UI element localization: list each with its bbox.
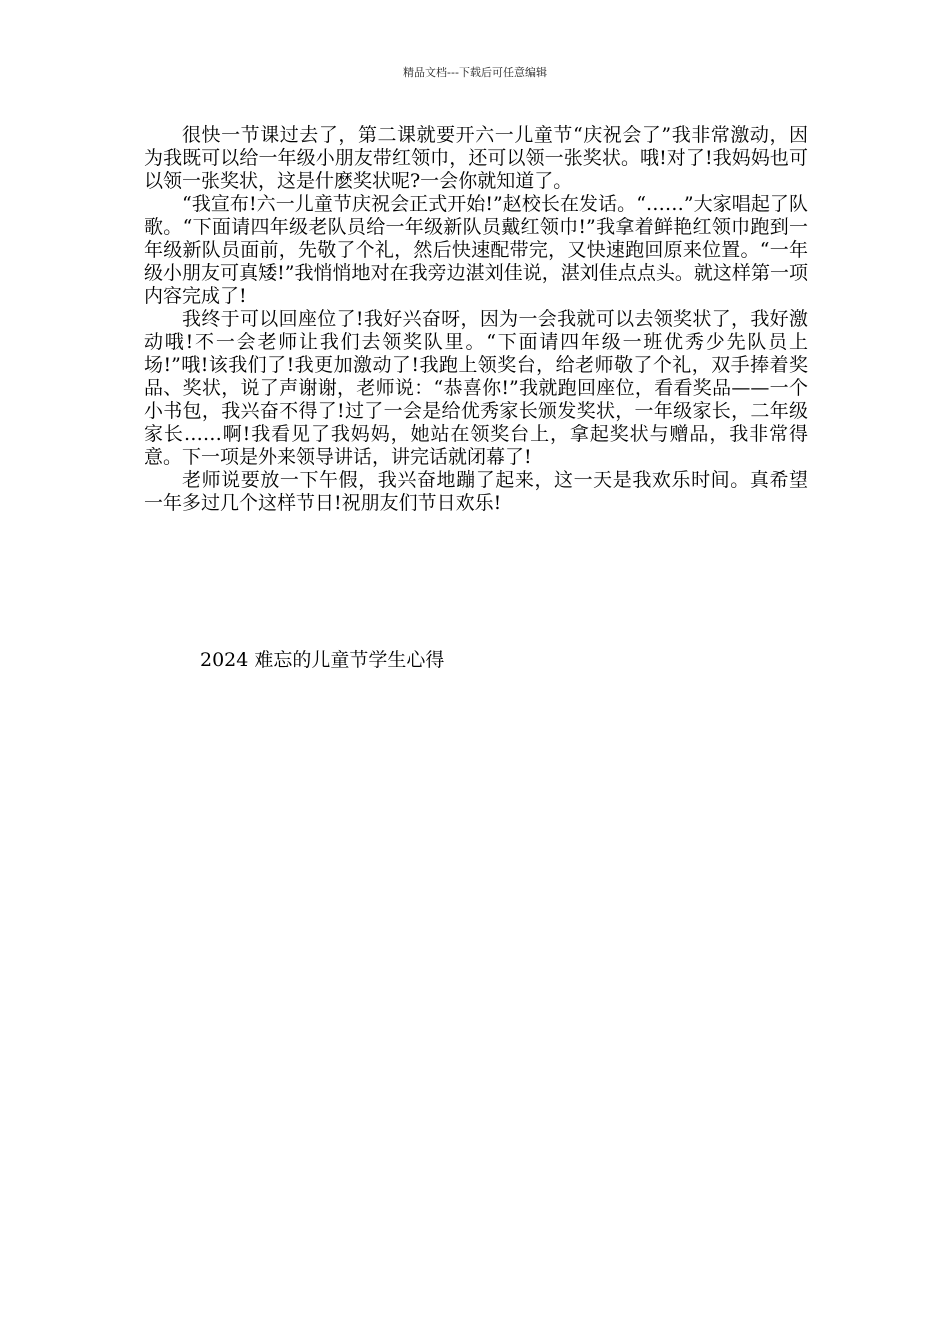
paragraph: 我终于可以回座位了!我好兴奋呀，因为一会我就可以去领奖状了，我好激动哦!不一会老师让我们去领奖队里。“下面请四年级一班优秀少先队员上场!”哦!该我们了!我更加激动了!我跑上领奖台，给老师敬了个礼，双手捧着奖品、奖状，说了声谢谢，老师说：“恭喜你!”我就跑回座位，看看奖品——一个小书包，我兴奋不得了!过了一会是给优秀家长颁发奖状，一年级家长，二年级家长……啊!我看见了我妈妈，她站在领奖台上，拿起奖状与赠品，我非常得意。下一项是外来领导讲话，讲完话就闭幕了!: [144, 308, 808, 468]
paragraph: 很快一节课过去了，第二课就要开六一儿童节“庆祝会了”我非常激动，因为我既可以给一年级小朋友带红领巾，还可以领一张奖状。哦!对了!我妈妈也可以领一张奖状，这是什麽奖状呢?一会你就知道了。: [144, 124, 808, 192]
article-body: [144, 124, 808, 515]
next-article-title: 2024 难忘的儿童节学生心得: [200, 649, 445, 671]
paragraph: “我宣布!六一儿童节庆祝会正式开始!”赵校长在发话。“……”大家唱起了队歌。“下面请四年级老队员给一年级新队员戴红领巾!”我拿着鲜艳红领巾跑到一年级新队员面前，先敬了个礼，然后快速配带完，又快速跑回原来位置。“一年级小朋友可真矮!”我悄悄地对在我旁边湛刘佳说，湛刘佳点点头。就这样第一项内容完成了!: [144, 193, 808, 307]
page-header: 精品文档---下载后可任意编辑: [403, 66, 547, 79]
paragraph: 老师说要放一下午假，我兴奋地蹦了起来，这一天是我欢乐时间。真希望一年多过几个这样节日!祝朋友们节日欢乐!: [144, 469, 808, 514]
